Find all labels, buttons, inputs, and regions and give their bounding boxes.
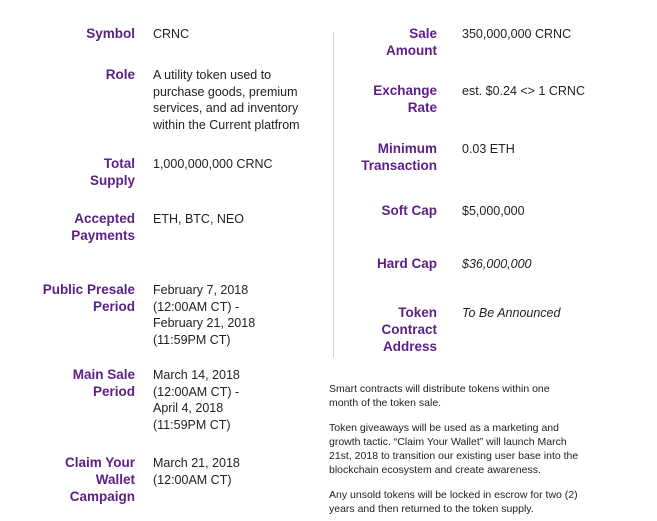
token-contract-value: To Be Announced — [462, 306, 561, 320]
hard-cap-label: Hard Cap — [376, 256, 437, 271]
role-value: A utility token used to purchase goods, premium services, and ad inventory within the Current platfrom — [153, 68, 300, 132]
total-supply-value: 1,000,000,000 CRNC — [153, 157, 273, 171]
claim-wallet-value: March 21, 2018 (12:00AM CT) — [153, 456, 240, 487]
public-presale-value: February 7, 2018 (12:00AM CT) - February 21, 2018 (11:59PM CT) — [153, 283, 256, 347]
note-distribution: Smart contracts will distribute tokens within one month of the token sale. — [329, 383, 550, 409]
minimum-transaction-value: 0.03 ETH — [462, 142, 515, 156]
claim-wallet-label: Claim Your Wallet Campaign — [64, 455, 135, 504]
sale-amount-label: Sale Amount — [386, 26, 437, 58]
minimum-transaction-label: Minimum Transaction — [361, 141, 437, 173]
total-supply-label: Total Supply — [89, 156, 135, 188]
exchange-rate-value: est. $0.24 <> 1 CRNC — [462, 84, 585, 98]
note-unsold-tokens: Any unsold tokens will be locked in escrow for two (2) years and then returned to the token supply. — [329, 489, 578, 515]
soft-cap-value: $5,000,000 — [462, 204, 525, 218]
main-sale-value: March 14, 2018 (12:00AM CT) - April 4, 2018 (11:59PM CT) — [153, 368, 240, 432]
column-divider — [333, 32, 334, 358]
symbol-value: CRNC — [153, 27, 190, 41]
accepted-payments-value: ETH, BTC, NEO — [153, 212, 244, 226]
note-giveaways: Token giveaways will be used as a marketing and growth tactic. “Claim Your Wallet” will launch March 21st, 2018 to transition our existing user base into the blockchain ecosystem and create awareness. — [329, 422, 579, 476]
role-label: Role — [105, 67, 135, 82]
soft-cap-label: Soft Cap — [381, 203, 437, 218]
exchange-rate-label: Exchange Rate — [373, 83, 437, 115]
sale-amount-value: 350,000,000 CRNC — [462, 27, 572, 41]
accepted-payments-label: Accepted Payments — [71, 211, 135, 243]
token-contract-label: Token Contract Address — [381, 305, 437, 354]
hard-cap-value: $36,000,000 — [462, 257, 532, 271]
public-presale-label: Public Presale Period — [42, 282, 135, 314]
symbol-label: Symbol — [86, 26, 135, 41]
main-sale-label: Main Sale Period — [72, 367, 135, 399]
